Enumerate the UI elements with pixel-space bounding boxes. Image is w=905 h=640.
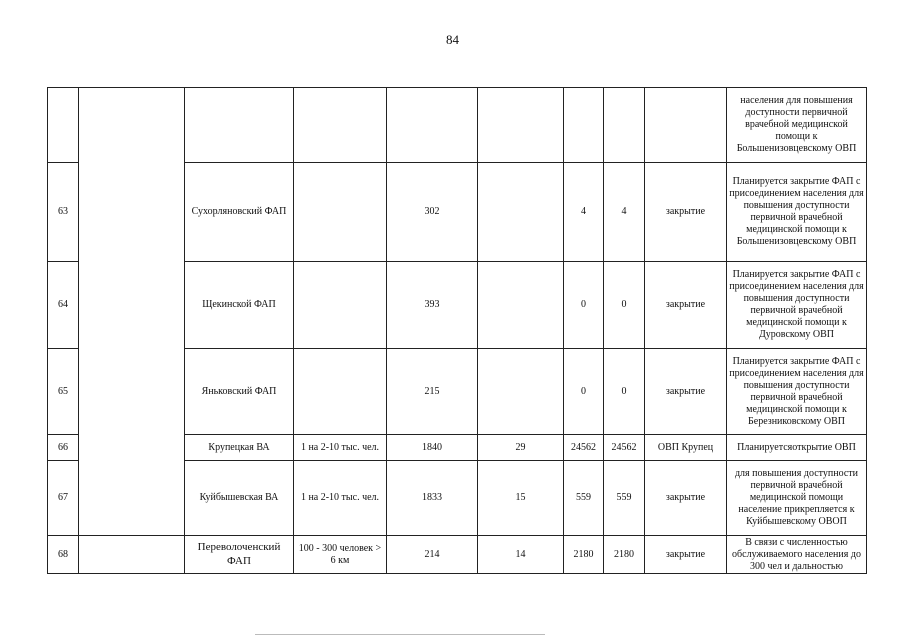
facility-table [47, 87, 867, 574]
col5-cell [478, 88, 564, 163]
population-cell [387, 88, 478, 163]
col5-cell: 14 [478, 536, 564, 574]
population-cell: 215 [387, 349, 478, 435]
col6-cell: 24562 [564, 435, 604, 461]
col5-cell [478, 163, 564, 262]
population-cell: 1840 [387, 435, 478, 461]
status-cell: закрытие [645, 349, 727, 435]
col7-cell: 559 [604, 461, 645, 536]
col5-cell: 29 [478, 435, 564, 461]
row-index: 65 [48, 349, 79, 435]
norm-cell [294, 88, 387, 163]
note-cell: Планируется закрытие ФАП с присоединением населения для повышения доступности первичной врачебной медицинской помощи к Дуровскому ОВП [727, 262, 867, 349]
facility-name: Сухорляновский ФАП [185, 163, 294, 262]
col5-cell [478, 349, 564, 435]
table-row [48, 88, 867, 163]
norm-cell [294, 349, 387, 435]
district-cell [79, 536, 185, 574]
row-index: 67 [48, 461, 79, 536]
col5-cell [478, 262, 564, 349]
note-cell: населения для повышения доступности первичной врачебной медицинской помощи к Большенизовцевскому ОВП [727, 88, 867, 163]
note-cell: Планируется закрытие ФАП с присоединением населения для повышения доступности первичной врачебной медицинской помощи к Большенизовцевскому ОВП [727, 163, 867, 262]
facility-name: Крупецкая ВА [185, 435, 294, 461]
col6-cell: 0 [564, 349, 604, 435]
row-index [48, 88, 79, 163]
footer-rule [255, 634, 545, 635]
norm-cell [294, 262, 387, 349]
facility-name: Яньковский ФАП [185, 349, 294, 435]
status-cell: закрытие [645, 536, 727, 574]
status-cell: закрытие [645, 262, 727, 349]
col6-cell: 0 [564, 262, 604, 349]
row-index: 68 [48, 536, 79, 574]
col7-cell [604, 88, 645, 163]
col7-cell: 2180 [604, 536, 645, 574]
facility-name: Щекинской ФАП [185, 262, 294, 349]
district-cell [79, 88, 185, 536]
table-row [48, 536, 867, 574]
note-cell: Планируетсяоткрытие ОВП [727, 435, 867, 461]
col7-cell: 0 [604, 262, 645, 349]
facility-name: Куйбышевская ВА [185, 461, 294, 536]
population-cell: 1833 [387, 461, 478, 536]
norm-cell: 100 - 300 человек > 6 км [294, 536, 387, 574]
col5-cell: 15 [478, 461, 564, 536]
population-cell: 393 [387, 262, 478, 349]
page-number: 84 [446, 32, 459, 47]
facility-name [185, 88, 294, 163]
norm-cell: 1 на 2-10 тыс. чел. [294, 461, 387, 536]
note-cell: В связи с численностью обслуживаемого населения до 300 чел и дальностью [727, 536, 867, 574]
row-index: 64 [48, 262, 79, 349]
facility-name: Переволоченский ФАП [185, 536, 294, 574]
status-cell [645, 88, 727, 163]
col6-cell: 559 [564, 461, 604, 536]
row-index: 63 [48, 163, 79, 262]
status-cell: закрытие [645, 163, 727, 262]
note-cell: для повышения доступности первичной врачебной медицинской помощи население прикрепляется к Куйбышевскому ОВОП [727, 461, 867, 536]
col6-cell: 2180 [564, 536, 604, 574]
col7-cell: 4 [604, 163, 645, 262]
status-cell: закрытие [645, 461, 727, 536]
col6-cell [564, 88, 604, 163]
population-cell: 302 [387, 163, 478, 262]
note-cell: Планируется закрытие ФАП с присоединением населения для повышения доступности первичной врачебной медицинской помощи к Березниковскому ОВП [727, 349, 867, 435]
norm-cell [294, 163, 387, 262]
col6-cell: 4 [564, 163, 604, 262]
population-cell: 214 [387, 536, 478, 574]
col7-cell: 0 [604, 349, 645, 435]
status-cell: ОВП Крупец [645, 435, 727, 461]
col7-cell: 24562 [604, 435, 645, 461]
row-index: 66 [48, 435, 79, 461]
norm-cell: 1 на 2-10 тыс. чел. [294, 435, 387, 461]
